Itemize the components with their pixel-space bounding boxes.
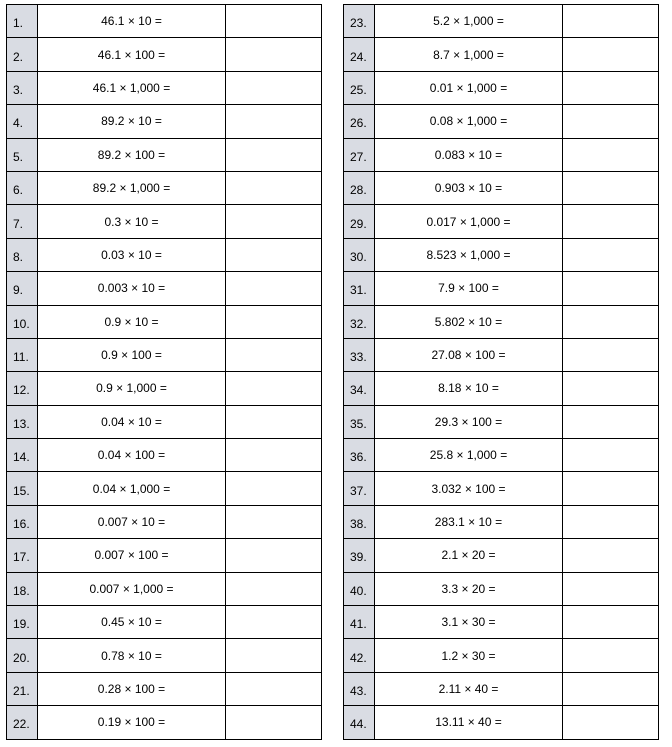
answer-cell[interactable]: [226, 338, 322, 371]
problem-row: [344, 606, 659, 639]
problem-number: 37.: [344, 472, 375, 505]
problem-number: 24.: [344, 38, 375, 71]
problem-expression: 0.04 × 100 =: [38, 439, 226, 472]
answer-cell[interactable]: [563, 105, 659, 138]
problem-row: [344, 138, 659, 171]
worksheet-right-table: [343, 4, 659, 740]
problem-expression: 0.04 × 1,000 =: [38, 472, 226, 505]
problem-number: 21.: [7, 672, 38, 705]
problem-number: 32.: [344, 305, 375, 338]
problem-expression: 0.03 × 10 =: [38, 238, 226, 271]
problem-expression: 0.007 × 100 =: [38, 539, 226, 572]
problem-row: [7, 105, 322, 138]
problem-expression: 1.2 × 30 =: [375, 639, 563, 672]
problem-number: 11.: [7, 338, 38, 371]
answer-cell[interactable]: [563, 305, 659, 338]
problem-number: 5.: [7, 138, 38, 171]
problem-row: [344, 205, 659, 238]
problem-expression: 89.2 × 100 =: [38, 138, 226, 171]
problem-number: 23.: [344, 5, 375, 38]
problem-row: [7, 639, 322, 672]
answer-cell[interactable]: [226, 606, 322, 639]
problem-row: [7, 305, 322, 338]
problem-row: [7, 205, 322, 238]
problem-number: 31.: [344, 272, 375, 305]
worksheet-left-body: [7, 5, 322, 740]
problem-number: 14.: [7, 439, 38, 472]
answer-cell[interactable]: [563, 38, 659, 71]
answer-cell[interactable]: [226, 672, 322, 705]
problem-number: 1.: [7, 5, 38, 38]
problem-row: [7, 372, 322, 405]
problem-number: 8.: [7, 238, 38, 271]
answer-cell[interactable]: [226, 405, 322, 438]
answer-cell[interactable]: [226, 71, 322, 104]
problem-number: 6.: [7, 171, 38, 204]
problem-number: 28.: [344, 171, 375, 204]
answer-cell[interactable]: [563, 5, 659, 38]
problem-expression: 8.18 × 10 =: [375, 372, 563, 405]
problem-expression: 2.11 × 40 =: [375, 672, 563, 705]
problem-number: 19.: [7, 606, 38, 639]
problem-expression: 283.1 × 10 =: [375, 505, 563, 538]
answer-cell[interactable]: [226, 305, 322, 338]
problem-number: 44.: [344, 706, 375, 739]
problem-row: [7, 672, 322, 705]
problem-number: 18.: [7, 572, 38, 605]
answer-cell[interactable]: [563, 71, 659, 104]
problem-expression: 0.45 × 10 =: [38, 606, 226, 639]
problem-row: [344, 71, 659, 104]
problem-row: [7, 539, 322, 572]
answer-cell[interactable]: [563, 472, 659, 505]
problem-row: [7, 138, 322, 171]
problem-row: [7, 405, 322, 438]
problem-row: [344, 539, 659, 572]
problem-number: 34.: [344, 372, 375, 405]
problem-number: 13.: [7, 405, 38, 438]
problem-expression: 5.2 × 1,000 =: [375, 5, 563, 38]
answer-cell[interactable]: [563, 372, 659, 405]
answer-cell[interactable]: [226, 472, 322, 505]
problem-row: [7, 238, 322, 271]
problem-expression: 0.007 × 1,000 =: [38, 572, 226, 605]
problem-number: 33.: [344, 338, 375, 371]
problem-row: [7, 171, 322, 204]
answer-cell[interactable]: [226, 372, 322, 405]
problem-expression: 0.08 × 1,000 =: [375, 105, 563, 138]
problem-number: 17.: [7, 539, 38, 572]
problem-row: [7, 5, 322, 38]
problem-expression: 0.003 × 10 =: [38, 272, 226, 305]
answer-cell[interactable]: [563, 171, 659, 204]
answer-cell[interactable]: [563, 138, 659, 171]
answer-cell[interactable]: [563, 672, 659, 705]
answer-cell[interactable]: [563, 706, 659, 739]
problem-number: 39.: [344, 539, 375, 572]
problem-row: [7, 272, 322, 305]
problem-row: [344, 505, 659, 538]
problem-expression: 89.2 × 1,000 =: [38, 171, 226, 204]
answer-cell[interactable]: [226, 238, 322, 271]
problem-number: 16.: [7, 505, 38, 538]
problem-expression: 0.78 × 10 =: [38, 639, 226, 672]
problem-row: [7, 338, 322, 371]
problem-expression: 0.01 × 1,000 =: [375, 71, 563, 104]
problem-expression: 3.1 × 30 =: [375, 606, 563, 639]
problem-number: 25.: [344, 71, 375, 104]
problem-row: [7, 505, 322, 538]
problem-expression: 46.1 × 1,000 =: [38, 71, 226, 104]
problem-number: 26.: [344, 105, 375, 138]
answer-cell[interactable]: [563, 205, 659, 238]
answer-cell[interactable]: [226, 138, 322, 171]
problem-expression: 3.3 × 20 =: [375, 572, 563, 605]
answer-cell[interactable]: [226, 5, 322, 38]
problem-number: 9.: [7, 272, 38, 305]
problem-row: [344, 5, 659, 38]
problem-row: [344, 238, 659, 271]
problem-row: [344, 38, 659, 71]
problem-number: 43.: [344, 672, 375, 705]
problem-expression: 0.9 × 1,000 =: [38, 372, 226, 405]
problem-row: [344, 338, 659, 371]
problem-expression: 3.032 × 100 =: [375, 472, 563, 505]
problem-number: 12.: [7, 372, 38, 405]
problem-row: [7, 572, 322, 605]
problem-expression: 46.1 × 100 =: [38, 38, 226, 71]
problem-row: [7, 606, 322, 639]
problem-expression: 8.523 × 1,000 =: [375, 238, 563, 271]
problem-row: [7, 71, 322, 104]
problem-row: [344, 472, 659, 505]
problem-number: 35.: [344, 405, 375, 438]
answer-cell[interactable]: [226, 572, 322, 605]
problem-expression: 2.1 × 20 =: [375, 539, 563, 572]
problem-row: [344, 572, 659, 605]
worksheet-left-table: [6, 4, 322, 740]
problem-row: [344, 439, 659, 472]
problem-expression: 25.8 × 1,000 =: [375, 439, 563, 472]
answer-cell[interactable]: [226, 505, 322, 538]
answer-cell[interactable]: [226, 539, 322, 572]
problem-expression: 46.1 × 10 =: [38, 5, 226, 38]
problem-number: 4.: [7, 105, 38, 138]
problem-row: [344, 305, 659, 338]
answer-cell[interactable]: [563, 539, 659, 572]
answer-cell[interactable]: [563, 439, 659, 472]
problem-row: [7, 439, 322, 472]
problem-row: [344, 272, 659, 305]
problem-number: 10.: [7, 305, 38, 338]
problem-number: 22.: [7, 706, 38, 739]
problem-number: 7.: [7, 205, 38, 238]
problem-expression: 0.3 × 10 =: [38, 205, 226, 238]
answer-cell[interactable]: [563, 639, 659, 672]
answer-cell[interactable]: [563, 505, 659, 538]
answer-cell[interactable]: [226, 105, 322, 138]
problem-expression: 0.28 × 100 =: [38, 672, 226, 705]
problem-row: [7, 472, 322, 505]
answer-cell[interactable]: [226, 439, 322, 472]
problem-expression: 27.08 × 100 =: [375, 338, 563, 371]
problem-expression: 0.04 × 10 =: [38, 405, 226, 438]
problem-expression: 0.9 × 10 =: [38, 305, 226, 338]
answer-cell[interactable]: [563, 238, 659, 271]
problem-row: [344, 171, 659, 204]
problem-row: [344, 105, 659, 138]
problem-number: 30.: [344, 238, 375, 271]
problem-number: 15.: [7, 472, 38, 505]
problem-expression: 0.19 × 100 =: [38, 706, 226, 739]
problem-row: [344, 672, 659, 705]
problem-expression: 8.7 × 1,000 =: [375, 38, 563, 71]
answer-cell[interactable]: [226, 706, 322, 739]
problem-number: 36.: [344, 439, 375, 472]
answer-cell[interactable]: [563, 272, 659, 305]
answer-cell[interactable]: [226, 171, 322, 204]
problem-expression: 29.3 × 100 =: [375, 405, 563, 438]
problem-row: [7, 706, 322, 739]
problem-row: [344, 706, 659, 739]
problem-row: [7, 38, 322, 71]
problem-number: 20.: [7, 639, 38, 672]
problem-expression: 5.802 × 10 =: [375, 305, 563, 338]
problem-number: 40.: [344, 572, 375, 605]
problem-expression: 0.007 × 10 =: [38, 505, 226, 538]
problem-number: 38.: [344, 505, 375, 538]
problem-number: 3.: [7, 71, 38, 104]
worksheet-right-body: [344, 5, 659, 740]
problem-number: 41.: [344, 606, 375, 639]
problem-row: [344, 405, 659, 438]
answer-cell[interactable]: [226, 38, 322, 71]
answer-cell[interactable]: [226, 639, 322, 672]
problem-number: 2.: [7, 38, 38, 71]
problem-number: 29.: [344, 205, 375, 238]
problem-number: 27.: [344, 138, 375, 171]
answer-cell[interactable]: [226, 272, 322, 305]
problem-expression: 7.9 × 100 =: [375, 272, 563, 305]
problem-expression: 13.11 × 40 =: [375, 706, 563, 739]
answer-cell[interactable]: [226, 205, 322, 238]
problem-number: 42.: [344, 639, 375, 672]
problem-expression: 0.903 × 10 =: [375, 171, 563, 204]
answer-cell[interactable]: [563, 606, 659, 639]
problem-expression: 0.9 × 100 =: [38, 338, 226, 371]
answer-cell[interactable]: [563, 572, 659, 605]
problem-expression: 0.083 × 10 =: [375, 138, 563, 171]
problem-row: [344, 639, 659, 672]
answer-cell[interactable]: [563, 405, 659, 438]
problem-row: [344, 372, 659, 405]
answer-cell[interactable]: [563, 338, 659, 371]
problem-expression: 89.2 × 10 =: [38, 105, 226, 138]
problem-expression: 0.017 × 1,000 =: [375, 205, 563, 238]
